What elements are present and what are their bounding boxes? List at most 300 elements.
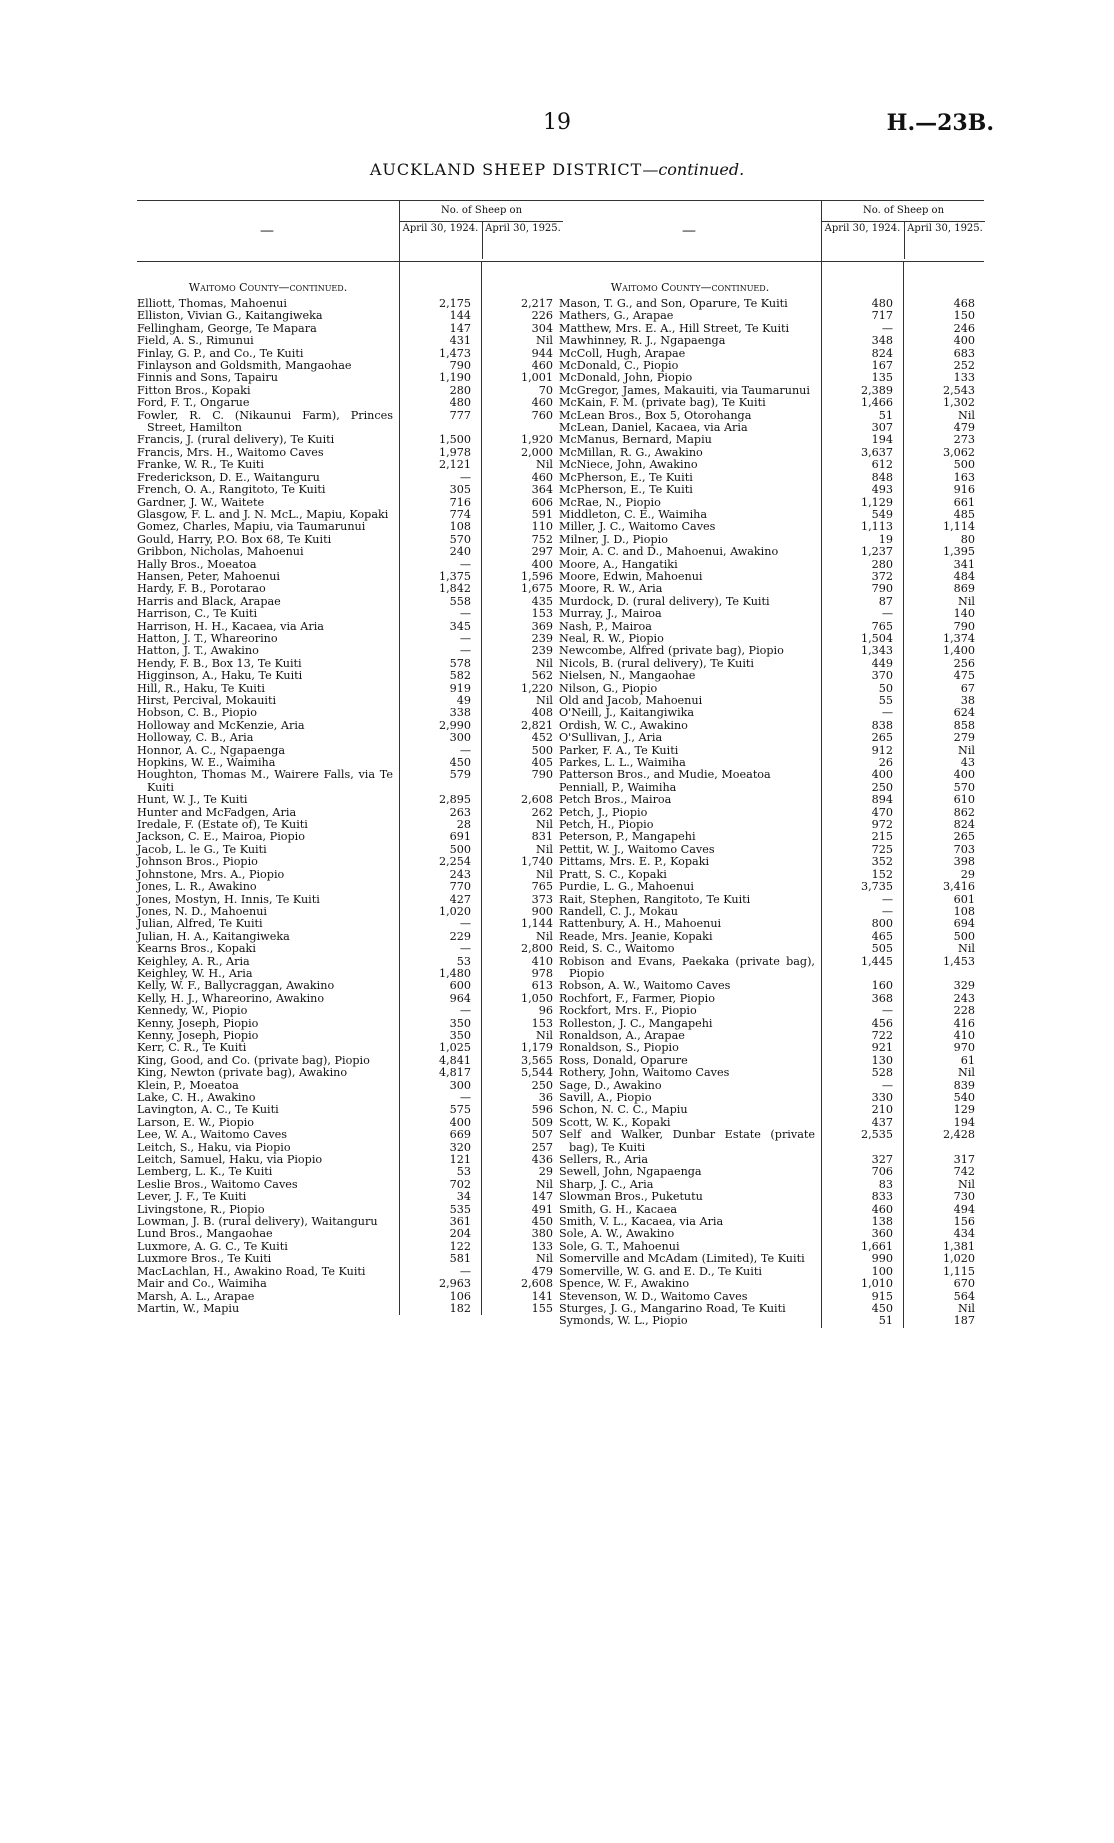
sheep-1924: 130 [871, 1053, 893, 1067]
owner-name: King, Newton (private bag), Awakino [137, 1066, 348, 1080]
sheep-1924: — [881, 892, 893, 906]
owner-name: Jones, Mostyn, H. Innis, Te Kuiti [137, 892, 320, 906]
section-heading: Waitomo County—continued. [188, 281, 348, 294]
sheep-1924: 450 [449, 756, 471, 770]
owner-name: Elliston, Vivian G., Kaitangiweka [137, 309, 323, 323]
name-column-header: — [682, 223, 696, 239]
table-row [559, 732, 984, 744]
sheep-1924: 774 [449, 507, 471, 521]
owner-name: McColl, Hugh, Arapae [559, 346, 686, 360]
sheep-1924: 87 [878, 594, 893, 608]
sheep-1925: 978 [531, 966, 553, 980]
page-title [0, 160, 1114, 179]
sheep-1924: 400 [871, 768, 893, 782]
group-header: No. of Sheep on [400, 201, 563, 222]
sheep-1925: 869 [953, 582, 975, 596]
sheep-1924: 83 [878, 1177, 893, 1191]
table-row [559, 484, 984, 496]
sheep-1925: 2,608 [520, 1277, 553, 1291]
sheep-1925: 133 [531, 1239, 553, 1253]
table-row [559, 1129, 984, 1154]
sheep-1925: 460 [531, 359, 553, 373]
owner-name: Fellingham, George, Te Mapara [137, 321, 317, 335]
table-row [137, 1005, 562, 1017]
sheep-1924: 990 [871, 1252, 893, 1266]
table-row [137, 831, 562, 843]
sheep-1924: 1,129 [860, 495, 893, 509]
sheep-1925: 239 [531, 631, 553, 645]
sheep-1924: — [459, 1264, 471, 1278]
sheep-1924: 160 [871, 979, 893, 993]
sheep-1925: 858 [953, 718, 975, 732]
owner-name: Spence, W. F., Awakino [559, 1277, 690, 1291]
table-row [137, 546, 562, 558]
sheep-1924: 327 [871, 1153, 893, 1167]
table-row [137, 397, 562, 409]
owner-name: Francis, J. (rural delivery), Te Kuiti [137, 433, 335, 447]
owner-name: Gomez, Charles, Mapiu, via Taumarunui [137, 520, 366, 534]
sheep-1924: 305 [449, 483, 471, 497]
table-row [137, 732, 562, 744]
sheep-1924: 307 [871, 421, 893, 435]
owner-name: Hardy, F. B., Porotarao [137, 582, 266, 596]
sheep-1924: 2,963 [438, 1277, 471, 1291]
table-row [137, 1253, 562, 1265]
sheep-1925: 147 [531, 1190, 553, 1204]
table-row [137, 794, 562, 806]
sheep-1925: Nil [536, 1252, 553, 1266]
sheep-1925: 670 [953, 1277, 975, 1291]
sheep-1925: 509 [531, 1115, 553, 1129]
table-row [137, 310, 562, 322]
table-row [137, 918, 562, 930]
sheep-1925: 364 [531, 483, 553, 497]
sheep-1925: 252 [953, 359, 975, 373]
table-row [137, 410, 562, 435]
owner-name: Self and Walker, Dunbar Estate (private bag), Te Kuiti [559, 1128, 815, 1154]
sheep-1924: 194 [871, 433, 893, 447]
sheep-1924: 361 [449, 1215, 471, 1229]
sheep-1924: 152 [871, 867, 893, 881]
owner-name: Harrison, C., Te Kuiti [137, 607, 258, 621]
sheep-1924: 144 [449, 309, 471, 323]
table-rows [137, 298, 562, 1315]
sheep-1925: 1,144 [520, 917, 553, 931]
sheep-1925: 1,596 [520, 569, 553, 583]
sheep-1925: Nil [958, 408, 975, 422]
sheep-1924: 470 [871, 805, 893, 819]
sheep-1924: 300 [449, 1078, 471, 1092]
table-row [559, 943, 984, 955]
table-row [137, 856, 562, 868]
sheep-1924: 535 [449, 1202, 471, 1216]
table-row [559, 1067, 984, 1079]
owner-name: Sharp, J. C., Aria [559, 1177, 654, 1191]
sheep-1925: 1,302 [942, 396, 975, 410]
sheep-1924: 669 [449, 1128, 471, 1142]
sheep-1924: 691 [449, 830, 471, 844]
table-row [137, 372, 562, 384]
sheep-1925: 1,050 [520, 991, 553, 1005]
owner-name: Harrison, H. H., Kacaea, via Aria [137, 619, 324, 633]
owner-name: Sage, D., Awakino [559, 1078, 662, 1092]
sheep-1925: 500 [953, 929, 975, 943]
table-row [559, 1253, 984, 1265]
owner-name: Finnis and Sons, Tapairu [137, 371, 278, 385]
sheep-1925: 970 [953, 1041, 975, 1055]
sheep-1924: — [881, 607, 893, 621]
sheep-1925: 491 [531, 1202, 553, 1216]
sheep-1924: 121 [449, 1153, 471, 1167]
sheep-1924: 790 [449, 359, 471, 373]
sheep-1925: 2,821 [520, 718, 553, 732]
page-number: 19 [543, 110, 571, 135]
sheep-1925: 610 [953, 793, 975, 807]
owner-name: Mair and Co., Waimiha [137, 1277, 267, 1291]
owner-name: Murdock, D. (rural delivery), Te Kuiti [559, 594, 770, 608]
sheep-1925: 250 [531, 1078, 553, 1092]
sheep-1925: Nil [958, 743, 975, 757]
sheep-1925: 435 [531, 594, 553, 608]
sheep-1925: 246 [953, 321, 975, 335]
sheep-1924: 19 [878, 532, 893, 546]
sheep-1924: 431 [449, 334, 471, 348]
sheep-1924: 300 [449, 731, 471, 745]
sheep-1924: 100 [871, 1264, 893, 1278]
sheep-1924: 848 [871, 470, 893, 484]
owner-name: Pettit, W. J., Waitomo Caves [559, 842, 715, 856]
sheep-1924: 1,025 [438, 1041, 471, 1055]
table-row [559, 434, 984, 446]
sheep-1925: 408 [531, 706, 553, 720]
owner-name: Hobson, C. B., Piopio [137, 706, 257, 720]
owner-name: Harris and Black, Arapae [137, 594, 281, 608]
table-row [559, 794, 984, 806]
owner-name: Peterson, P., Mangapehi [559, 830, 696, 844]
owner-name: Reade, Mrs. Jeanie, Kopaki [559, 929, 713, 943]
sheep-1924: 612 [871, 458, 893, 472]
sheep-1924: 1,343 [860, 644, 893, 658]
sheep-1924: 894 [871, 793, 893, 807]
table-row [559, 980, 984, 992]
sheep-1924: 1,113 [860, 520, 893, 534]
sheep-1924: 777 [449, 408, 471, 422]
sheep-1924: 108 [449, 520, 471, 534]
sheep-1925: 2,543 [942, 383, 975, 397]
sheep-1925: 831 [531, 830, 553, 844]
sheep-1924: 964 [449, 991, 471, 1005]
owner-name: McMillan, R. G., Awakino [559, 445, 703, 459]
sheep-1925: 416 [953, 1016, 975, 1030]
sheep-1924: 50 [878, 681, 893, 695]
section-heading: Waitomo County—continued. [610, 281, 770, 294]
sheep-1924: — [459, 631, 471, 645]
sheep-1925: 1,381 [942, 1239, 975, 1253]
sheep-1925: 373 [531, 892, 553, 906]
sheep-1925: 540 [953, 1091, 975, 1104]
table-row [559, 397, 984, 409]
sheep-1925: 80 [960, 532, 975, 546]
table-row [137, 670, 562, 682]
sheep-1925: 150 [953, 309, 975, 323]
sheep-1924: 182 [449, 1301, 471, 1315]
owner-name: Moir, A. C. and D., Mahoenui, Awakino [559, 545, 779, 559]
table-row [137, 1129, 562, 1141]
owner-name: Ronaldson, A., Arapae [559, 1028, 685, 1042]
table-row [137, 1067, 562, 1079]
sheep-1925: 273 [953, 433, 975, 447]
owner-name: McLean, Daniel, Kacaea, via Aria [559, 421, 748, 435]
sheep-1925: 1,179 [520, 1041, 553, 1055]
sheep-1925: 400 [953, 334, 975, 348]
owner-name: Petch, J., Piopio [559, 805, 648, 819]
owner-name: Jones, N. D., Mahoenui [137, 904, 267, 918]
owner-name: Lund Bros., Mangaohae [137, 1227, 273, 1241]
sheep-1924: 338 [449, 706, 471, 720]
sheep-1925: 155 [531, 1301, 553, 1315]
table-row [137, 335, 562, 347]
owner-name: Nilson, G., Piopio [559, 681, 658, 695]
table-row [137, 1278, 562, 1290]
sheep-1924: 4,817 [438, 1066, 471, 1080]
sheep-1925: Nil [536, 458, 553, 472]
owner-name: O'Neill, J., Kaitangiwika [559, 706, 695, 720]
sheep-1924: 579 [449, 768, 471, 782]
owner-name: Nielsen, N., Mangaohae [559, 669, 696, 683]
owner-name: Hill, R., Haku, Te Kuiti [137, 681, 265, 695]
owner-name: Hatton, J. T., Awakino [137, 644, 259, 658]
sheep-1925: 1,001 [520, 371, 553, 385]
owner-name: Savill, A., Piopio [559, 1091, 652, 1104]
table-row [559, 1228, 984, 1240]
sheep-1925: 916 [953, 483, 975, 497]
owner-name: Finlayson and Goldsmith, Mangaohae [137, 359, 352, 373]
table-row [137, 608, 562, 620]
table-row [137, 1228, 562, 1240]
sheep-1925: 2,000 [520, 445, 553, 459]
owner-name: Jacob, L. le G., Te Kuiti [137, 842, 267, 856]
owner-name: Neal, R. W., Piopio [559, 631, 664, 645]
document-reference: H.—23B. [886, 110, 994, 136]
column-header [137, 200, 562, 262]
sheep-1924: 55 [878, 694, 893, 707]
sheep-1924: 167 [871, 359, 893, 373]
owner-name: McDonald, C., Piopio [559, 359, 679, 373]
sheep-1925: 257 [531, 1140, 553, 1154]
column-header [559, 200, 984, 262]
col1-header: April 30, 1924. [402, 223, 479, 234]
sheep-1925: Nil [536, 1028, 553, 1042]
sheep-1925: 485 [953, 507, 975, 521]
sheep-1925: 187 [953, 1314, 975, 1328]
sheep-1924: 427 [449, 892, 471, 906]
sheep-1925: 1,453 [942, 954, 975, 968]
owner-name: Hopkins, W. E., Waimiha [137, 756, 276, 770]
sheep-1925: 468 [953, 297, 975, 310]
sheep-1924: 765 [871, 619, 893, 633]
sheep-1924: 921 [871, 1041, 893, 1055]
table-row [559, 918, 984, 930]
owner-name: MacLachlan, H., Awakino Road, Te Kuiti [137, 1264, 366, 1278]
owner-name: McNiece, John, Awakino [559, 458, 698, 472]
owner-name: King, Good, and Co. (private bag), Piopio [137, 1053, 370, 1067]
owner-name: O'Sullivan, J., Aria [559, 731, 663, 745]
sheep-1925: 129 [953, 1103, 975, 1117]
sheep-1925: 839 [953, 1078, 975, 1092]
sheep-1925: 405 [531, 756, 553, 770]
sheep-1925: 43 [960, 756, 975, 770]
sheep-1925: 140 [953, 607, 975, 621]
owner-name: Petch Bros., Mairoa [559, 793, 672, 807]
table-row [559, 372, 984, 384]
sheep-1924: 702 [449, 1177, 471, 1191]
owner-name: Stevenson, W. D., Waitomo Caves [559, 1289, 748, 1303]
sheep-1925: 760 [531, 408, 553, 422]
owner-name: Sturges, J. G., Mangarino Road, Te Kuiti [559, 1301, 786, 1315]
owner-name: Leslie Bros., Waitomo Caves [137, 1177, 298, 1191]
sheep-1924: — [881, 1004, 893, 1018]
owner-name: Holloway and McKenzie, Aria [137, 718, 305, 732]
sheep-1924: 2,990 [438, 718, 471, 732]
sheep-1925: 153 [531, 607, 553, 621]
sheep-1924: 1,473 [438, 346, 471, 360]
owner-name: Moore, Edwin, Mahoenui [559, 569, 703, 583]
owner-name: Mathers, G., Arapae [559, 309, 674, 323]
owner-name: McPherson, E., Te Kuiti [559, 470, 693, 484]
sheep-1925: 460 [531, 396, 553, 410]
owner-name: Higginson, A., Haku, Te Kuiti [137, 669, 303, 683]
sheep-1925: 61 [960, 1053, 975, 1067]
owner-name: Marsh, A. L., Arapae [137, 1289, 255, 1303]
sheep-1924: 350 [449, 1016, 471, 1030]
sheep-1925: 279 [953, 731, 975, 745]
sheep-1925: 38 [960, 694, 975, 707]
table-row [137, 521, 562, 533]
sheep-1925: 765 [531, 880, 553, 894]
sheep-1924: — [459, 557, 471, 571]
owner-name: French, O. A., Rangitoto, Te Kuiti [137, 483, 326, 497]
sheep-1924: 505 [871, 942, 893, 956]
owner-name: Julian, Alfred, Te Kuiti [137, 917, 263, 931]
sheep-1925: 661 [953, 495, 975, 509]
sheep-1924: 2,535 [860, 1128, 893, 1142]
sheep-1924: 972 [871, 818, 893, 832]
sheep-1925: 2,800 [520, 942, 553, 956]
owner-name: Pratt, S. C., Kopaki [559, 867, 667, 881]
sheep-1925: Nil [536, 334, 553, 348]
owner-name: Rochfort, F., Farmer, Piopio [559, 991, 715, 1005]
sheep-1924: 106 [449, 1289, 471, 1303]
sheep-1924: 4,841 [438, 1053, 471, 1067]
sheep-1925: 1,675 [520, 582, 553, 596]
left-column [137, 200, 562, 1315]
sheep-1924: 263 [449, 805, 471, 819]
owner-name: Leitch, Samuel, Haku, via Piopio [137, 1153, 323, 1167]
sheep-1924: 582 [449, 669, 471, 683]
owner-name: McKain, F. M. (private bag), Te Kuiti [559, 396, 766, 410]
sheep-1924: 368 [871, 991, 893, 1005]
sheep-1925: 1,400 [942, 644, 975, 658]
sheep-1924: 350 [449, 1028, 471, 1042]
table-row [559, 831, 984, 843]
owner-name: Randell, C. J., Mokau [559, 904, 679, 918]
owner-name: Sole, A. W., Awakino [559, 1227, 675, 1241]
sheep-1925: 500 [531, 743, 553, 757]
sheep-1924: — [459, 644, 471, 658]
owner-name: Ronaldson, S., Piopio [559, 1041, 679, 1055]
sheep-1925: 900 [531, 904, 553, 918]
sheep-1924: 919 [449, 681, 471, 695]
table-row [137, 434, 562, 446]
sheep-1925: 243 [953, 991, 975, 1005]
owner-name: Hendy, F. B., Box 13, Te Kuiti [137, 656, 302, 670]
table-row [559, 856, 984, 868]
owner-name: Robson, A. W., Waitomo Caves [559, 979, 731, 993]
sheep-1925: 2,428 [942, 1128, 975, 1142]
sheep-1924: 250 [871, 780, 893, 794]
sheep-1924: 716 [449, 495, 471, 509]
sheep-1925: 562 [531, 669, 553, 683]
sheep-1925: 3,416 [942, 880, 975, 894]
table-row [137, 1104, 562, 1116]
sheep-1925: Nil [536, 694, 553, 707]
sheep-1924: 1,842 [438, 582, 471, 596]
sheep-1924: 833 [871, 1190, 893, 1204]
owner-name: Kennedy, W., Piopio [137, 1004, 248, 1018]
sheep-1925: 29 [960, 867, 975, 881]
sheep-1925: 226 [531, 309, 553, 323]
sheep-1924: 838 [871, 718, 893, 732]
sheep-1925: 591 [531, 507, 553, 521]
table-row [559, 1005, 984, 1017]
sheep-1925: 29 [538, 1165, 553, 1179]
sheep-1924: — [881, 321, 893, 335]
sheep-1924: 51 [878, 1314, 893, 1328]
owner-name: McGregor, James, Makauiti, via Taumarunui [559, 383, 810, 397]
sheep-1924: 717 [871, 309, 893, 323]
sheep-1925: Nil [958, 594, 975, 608]
sheep-1925: 317 [953, 1153, 975, 1167]
sheep-1925: 479 [531, 1264, 553, 1278]
sheep-1924: 500 [449, 842, 471, 856]
sheep-1925: Nil [958, 1301, 975, 1315]
sheep-1925: 156 [953, 1215, 975, 1229]
table-row [559, 1104, 984, 1116]
sheep-1924: 135 [871, 371, 893, 385]
owner-name: Livingstone, R., Piopio [137, 1202, 265, 1216]
owner-name: Gribbon, Nicholas, Mahoenui [137, 545, 304, 559]
sheep-1925: 400 [531, 557, 553, 571]
owner-name: Parker, F. A., Te Kuiti [559, 743, 679, 757]
sheep-1925: 400 [953, 768, 975, 782]
sheep-1925: 1,395 [942, 545, 975, 559]
owner-name: Johnson Bros., Piopio [137, 855, 258, 869]
owner-name: McDonald, John, Piopio [559, 371, 693, 385]
sheep-1924: 912 [871, 743, 893, 757]
sheep-1924: — [459, 1091, 471, 1104]
owner-name: Houghton, Thomas M., Wairere Falls, via Te Kuiti [137, 768, 393, 794]
sheep-1924: 51 [878, 408, 893, 422]
sheep-1925: 564 [953, 1289, 975, 1303]
owner-name: Glasgow, F. L. and J. N. McL., Mapiu, Kopaki [137, 507, 389, 521]
sheep-1924: 352 [871, 855, 893, 869]
owner-name: Mason, T. G., and Son, Oparure, Te Kuiti [559, 297, 788, 310]
sheep-1924: 1,445 [860, 954, 893, 968]
owner-name: Mawhinney, R. J., Ngapaenga [559, 334, 726, 348]
sheep-1925: 742 [953, 1165, 975, 1179]
sheep-1925: 398 [953, 855, 975, 869]
sheep-1924: 348 [871, 334, 893, 348]
